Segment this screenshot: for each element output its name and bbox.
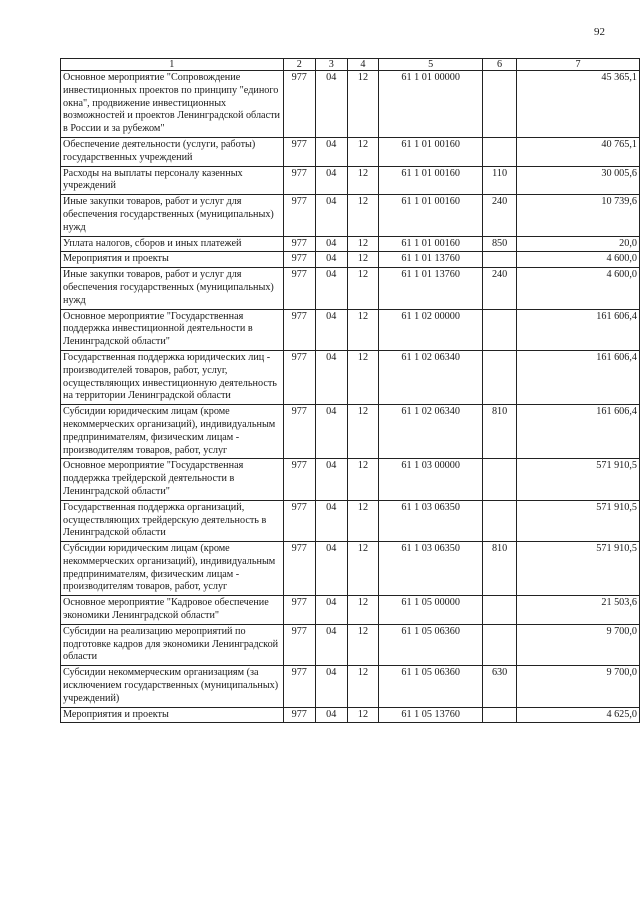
table-row [61, 309, 640, 350]
cell-expense-kind: 810 [483, 405, 517, 459]
cell-ministry-code: 977 [283, 71, 315, 138]
table-row [61, 542, 640, 596]
cell-ministry-code: 977 [283, 195, 315, 236]
header-col-7: 7 [517, 59, 640, 71]
cell-target-article: 61 1 02 06340 [379, 405, 483, 459]
cell-expense-kind: 850 [483, 236, 517, 252]
cell-name: Мероприятия и проекты [61, 252, 284, 268]
cell-ministry-code: 977 [283, 459, 315, 500]
cell-subsection-code: 12 [347, 236, 379, 252]
cell-name: Основное мероприятие "Сопровождение инвестиционных проектов по принципу "единого окна", продвижение инвестиционных возможностей и проектов Ленинградской области в России и за рубежом" [61, 71, 284, 138]
cell-name: Основное мероприятие "Государственная поддержка трейдерской деятельности в Ленинградской области" [61, 459, 284, 500]
cell-name: Субсидии юридическим лицам (кроме некоммерческих организаций), индивидуальным предпринимателям, физическим лицам - производителям товаров, работ, услуг [61, 542, 284, 596]
header-col-2: 2 [283, 59, 315, 71]
table-row [61, 500, 640, 541]
table-row [61, 666, 640, 707]
cell-section-code: 04 [315, 252, 347, 268]
cell-ministry-code: 977 [283, 137, 315, 166]
cell-amount: 571 910,5 [517, 542, 640, 596]
cell-amount: 161 606,4 [517, 350, 640, 404]
cell-section-code: 04 [315, 542, 347, 596]
cell-amount: 30 005,6 [517, 166, 640, 195]
cell-amount: 4 600,0 [517, 252, 640, 268]
cell-amount: 20,0 [517, 236, 640, 252]
table-row [61, 236, 640, 252]
cell-section-code: 04 [315, 309, 347, 350]
cell-expense-kind [483, 459, 517, 500]
cell-ministry-code: 977 [283, 236, 315, 252]
cell-amount: 9 700,0 [517, 624, 640, 665]
cell-target-article: 61 1 01 00000 [379, 71, 483, 138]
cell-expense-kind: 810 [483, 542, 517, 596]
cell-subsection-code: 12 [347, 542, 379, 596]
cell-target-article: 61 1 03 06350 [379, 542, 483, 596]
header-col-6: 6 [483, 59, 517, 71]
cell-expense-kind: 240 [483, 268, 517, 309]
header-col-5: 5 [379, 59, 483, 71]
cell-target-article: 61 1 02 06340 [379, 350, 483, 404]
cell-name: Государственная поддержка юридических лиц - производителей товаров, работ, услуг, осуществляющих инвестиционную деятельность на территории Ленинградской области [61, 350, 284, 404]
cell-target-article: 61 1 01 00160 [379, 236, 483, 252]
cell-expense-kind [483, 624, 517, 665]
cell-name: Основное мероприятие "Государственная поддержка инвестиционной деятельности в Ленинградской области" [61, 309, 284, 350]
cell-amount: 40 765,1 [517, 137, 640, 166]
table-row [61, 624, 640, 665]
cell-subsection-code: 12 [347, 666, 379, 707]
cell-subsection-code: 12 [347, 596, 379, 625]
cell-amount: 161 606,4 [517, 405, 640, 459]
cell-subsection-code: 12 [347, 268, 379, 309]
table-row [61, 268, 640, 309]
cell-expense-kind [483, 137, 517, 166]
cell-ministry-code: 977 [283, 666, 315, 707]
cell-section-code: 04 [315, 666, 347, 707]
cell-name: Иные закупки товаров, работ и услуг для обеспечения государственных (муниципальных) нужд [61, 195, 284, 236]
cell-target-article: 61 1 01 00160 [379, 166, 483, 195]
cell-ministry-code: 977 [283, 405, 315, 459]
cell-amount: 9 700,0 [517, 666, 640, 707]
cell-subsection-code: 12 [347, 459, 379, 500]
cell-subsection-code: 12 [347, 137, 379, 166]
cell-section-code: 04 [315, 500, 347, 541]
table-row [61, 195, 640, 236]
cell-subsection-code: 12 [347, 624, 379, 665]
cell-target-article: 61 1 05 13760 [379, 707, 483, 723]
cell-expense-kind: 110 [483, 166, 517, 195]
cell-name: Расходы на выплаты персоналу казенных учреждений [61, 166, 284, 195]
cell-section-code: 04 [315, 459, 347, 500]
budget-table [60, 58, 640, 723]
cell-expense-kind [483, 71, 517, 138]
cell-subsection-code: 12 [347, 71, 379, 138]
cell-target-article: 61 1 01 13760 [379, 252, 483, 268]
cell-section-code: 04 [315, 71, 347, 138]
cell-expense-kind: 240 [483, 195, 517, 236]
cell-ministry-code: 977 [283, 166, 315, 195]
cell-expense-kind [483, 309, 517, 350]
table-row [61, 166, 640, 195]
cell-subsection-code: 12 [347, 707, 379, 723]
cell-ministry-code: 977 [283, 707, 315, 723]
cell-name: Субсидии некоммерческим организациям (за исключением государственных (муниципальных) учреждений) [61, 666, 284, 707]
cell-name: Государственная поддержка организаций, осуществляющих трейдерскую деятельность в Ленинградской области [61, 500, 284, 541]
cell-ministry-code: 977 [283, 268, 315, 309]
cell-target-article: 61 1 01 13760 [379, 268, 483, 309]
header-col-1: 1 [61, 59, 284, 71]
cell-amount: 10 739,6 [517, 195, 640, 236]
table-row [61, 71, 640, 138]
cell-expense-kind [483, 500, 517, 541]
cell-name: Субсидии юридическим лицам (кроме некоммерческих организаций), индивидуальным предпринимателям, физическим лицам - производителям товаров, работ, услуг [61, 405, 284, 459]
table-header-row [61, 59, 640, 71]
cell-subsection-code: 12 [347, 309, 379, 350]
cell-name: Иные закупки товаров, работ и услуг для обеспечения государственных (муниципальных) нужд [61, 268, 284, 309]
cell-amount: 571 910,5 [517, 500, 640, 541]
cell-target-article: 61 1 01 00160 [379, 137, 483, 166]
cell-expense-kind [483, 350, 517, 404]
budget-table-body [61, 59, 640, 723]
cell-subsection-code: 12 [347, 166, 379, 195]
table-row [61, 405, 640, 459]
cell-section-code: 04 [315, 166, 347, 195]
cell-target-article: 61 1 03 00000 [379, 459, 483, 500]
header-col-3: 3 [315, 59, 347, 71]
cell-section-code: 04 [315, 624, 347, 665]
cell-target-article: 61 1 02 00000 [379, 309, 483, 350]
cell-expense-kind: 630 [483, 666, 517, 707]
cell-section-code: 04 [315, 195, 347, 236]
table-row [61, 707, 640, 723]
cell-expense-kind [483, 252, 517, 268]
page-number: 92 [594, 26, 605, 38]
cell-amount: 45 365,1 [517, 71, 640, 138]
cell-section-code: 04 [315, 350, 347, 404]
cell-subsection-code: 12 [347, 252, 379, 268]
cell-expense-kind [483, 596, 517, 625]
cell-subsection-code: 12 [347, 405, 379, 459]
table-row [61, 252, 640, 268]
header-col-4: 4 [347, 59, 379, 71]
table-row [61, 459, 640, 500]
cell-section-code: 04 [315, 707, 347, 723]
cell-ministry-code: 977 [283, 309, 315, 350]
cell-target-article: 61 1 01 00160 [379, 195, 483, 236]
cell-subsection-code: 12 [347, 350, 379, 404]
cell-ministry-code: 977 [283, 350, 315, 404]
cell-amount: 571 910,5 [517, 459, 640, 500]
cell-ministry-code: 977 [283, 500, 315, 541]
cell-ministry-code: 977 [283, 596, 315, 625]
cell-amount: 4 600,0 [517, 268, 640, 309]
cell-ministry-code: 977 [283, 252, 315, 268]
cell-amount: 21 503,6 [517, 596, 640, 625]
cell-subsection-code: 12 [347, 195, 379, 236]
cell-name: Субсидии на реализацию мероприятий по подготовке кадров для экономики Ленинградской области [61, 624, 284, 665]
table-row [61, 350, 640, 404]
cell-target-article: 61 1 05 00000 [379, 596, 483, 625]
cell-name: Обеспечение деятельности (услуги, работы) государственных учреждений [61, 137, 284, 166]
cell-section-code: 04 [315, 236, 347, 252]
cell-name: Уплата налогов, сборов и иных платежей [61, 236, 284, 252]
cell-expense-kind [483, 707, 517, 723]
table-row [61, 596, 640, 625]
cell-target-article: 61 1 03 06350 [379, 500, 483, 541]
cell-section-code: 04 [315, 268, 347, 309]
cell-target-article: 61 1 05 06360 [379, 624, 483, 665]
cell-target-article: 61 1 05 06360 [379, 666, 483, 707]
cell-name: Мероприятия и проекты [61, 707, 284, 723]
cell-section-code: 04 [315, 137, 347, 166]
cell-ministry-code: 977 [283, 624, 315, 665]
cell-ministry-code: 977 [283, 542, 315, 596]
cell-amount: 4 625,0 [517, 707, 640, 723]
cell-subsection-code: 12 [347, 500, 379, 541]
cell-section-code: 04 [315, 405, 347, 459]
cell-section-code: 04 [315, 596, 347, 625]
cell-name: Основное мероприятие "Кадровое обеспечение экономики Ленинградской области" [61, 596, 284, 625]
table-row [61, 137, 640, 166]
cell-amount: 161 606,4 [517, 309, 640, 350]
